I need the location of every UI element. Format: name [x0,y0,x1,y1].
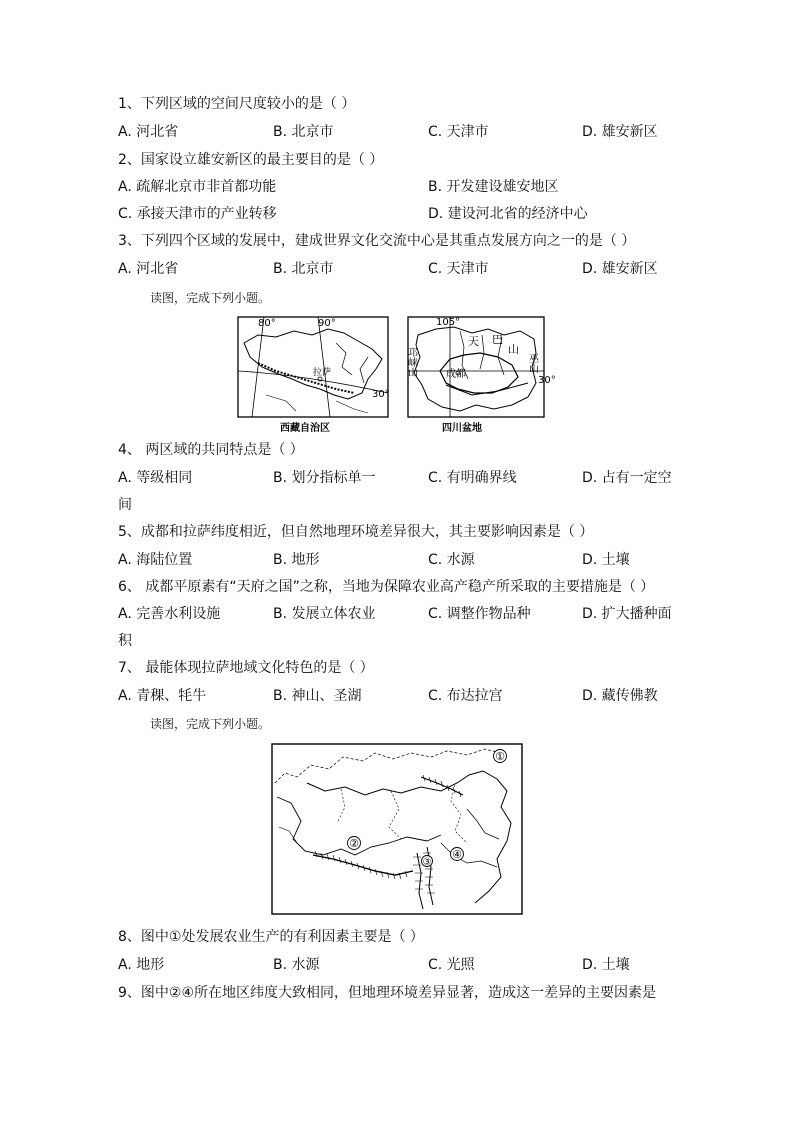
q4-option-d: D. 占有一定空 [582,470,672,486]
wushan-label: 巫山 [526,353,538,373]
chengdu-label: 成都 [446,369,466,380]
shan-label: 山 [508,343,519,356]
q5-option-a: A. 海陆位置 [118,552,193,568]
q7-option-d: D. 藏传佛教 [582,688,658,704]
q3-option-a: A. 河北省 [118,261,179,277]
q6-option-a: A. 完善水利设施 [118,606,221,622]
q4-option-c: C. 有明确界线 [428,470,517,486]
q2-option-a: A. 疏解北京市非首都功能 [118,179,277,195]
q9-stem: 9、图中②④所在地区纬度大致相同，但地理环境差异显著，造成这一差异的主要因素是 [118,985,657,1001]
sichuan-lat-30-label: 30° [538,375,556,386]
q8-option-a: A. 地形 [118,957,165,973]
q8-option-b: B. 水源 [273,957,320,973]
map-mark-4: ④ [452,848,462,861]
map-qinghai-tibet-region [271,743,523,915]
q5-option-c: C. 水源 [428,552,475,568]
q4-stem: 4、 两区域的共同特点是（ ） [118,442,304,458]
q6-option-d-wrap: 积 [118,633,132,649]
q7-option-a: A. 青稞、牦牛 [118,688,207,704]
q4-option-b: B. 划分指标单一 [273,470,376,486]
q2-stem: 2、国家设立雄安新区的最主要目的是（ ） [118,152,384,168]
q6-option-b: B. 发展立体农业 [273,606,376,622]
q8-stem: 8、图中①处发展农业生产的有利因素主要是（ ） [118,929,424,945]
q8-option-d: D. 土壤 [582,957,630,973]
q3-stem: 3、下列四个区域的发展中，建成世界文化交流中心是其重点发展方向之一的是（ ） [118,233,636,249]
q7-option-c: C. 布达拉宫 [428,688,503,704]
q3-option-b: B. 北京市 [273,261,334,277]
q7-option-b: B. 神山、圣湖 [273,688,362,704]
tian-label: 天 [468,335,479,348]
q4-option-a: A. 等级相同 [118,470,193,486]
map-mark-3: ③ [422,857,432,868]
q1-option-d: D. 雄安新区 [582,124,658,140]
reading-instruction-2: 读图，完成下列小题。 [150,717,271,731]
sichuan-caption: 四川盆地 [442,423,482,434]
ba-label: 巴 [492,333,503,346]
sichuan-lon-105-label: 105° [436,317,461,328]
q5-option-d: D. 土壤 [582,552,630,568]
q6-option-d: D. 扩大播种面 [582,606,672,622]
q6-stem: 6、 成都平原素有“天府之国”之称，当地为保障农业高产稳产所采取的主要措施是（ ） [118,579,655,595]
q1-option-a: A. 河北省 [118,124,179,140]
tibet-lon-90-label: 90° [318,318,336,329]
q7-stem: 7、 最能体现拉萨地域文化特色的是（ ） [118,660,374,676]
lhasa-label: 拉萨 [313,368,332,378]
q2-option-c: C. 承接天津市的产业转移 [118,206,277,222]
reading-instruction-1: 读图，完成下列小题。 [150,291,271,305]
q1-option-b: B. 北京市 [273,124,334,140]
qionglai-mountain-label: 邛崃山 [405,347,417,377]
q2-option-b: B. 开发建设雄安地区 [428,179,559,195]
q5-stem: 5、成都和拉萨纬度相近，但自然地理环境差异很大，其主要影响因素是（ ） [118,524,594,540]
q6-option-c: C. 调整作物品种 [428,606,531,622]
tibet-caption: 西藏自治区 [280,423,330,434]
tibet-lon-80-label: 80° [258,318,276,329]
q3-option-c: C. 天津市 [428,261,489,277]
q2-option-d: D. 建设河北省的经济中心 [428,206,588,222]
q8-option-c: C. 光照 [428,957,475,973]
q1-option-c: C. 天津市 [428,124,489,140]
q5-option-b: B. 地形 [273,552,320,568]
map-tibet-sichuan [236,313,556,435]
tibet-lat-30-label: 30° [372,389,390,400]
map-mark-1: ① [495,750,505,763]
q4-option-d-wrap: 间 [118,497,132,513]
map-mark-2: ② [349,837,359,850]
q3-option-d: D. 雄安新区 [582,261,658,277]
q1-stem: 1、下列区域的空间尺度较小的是（ ） [118,96,356,112]
